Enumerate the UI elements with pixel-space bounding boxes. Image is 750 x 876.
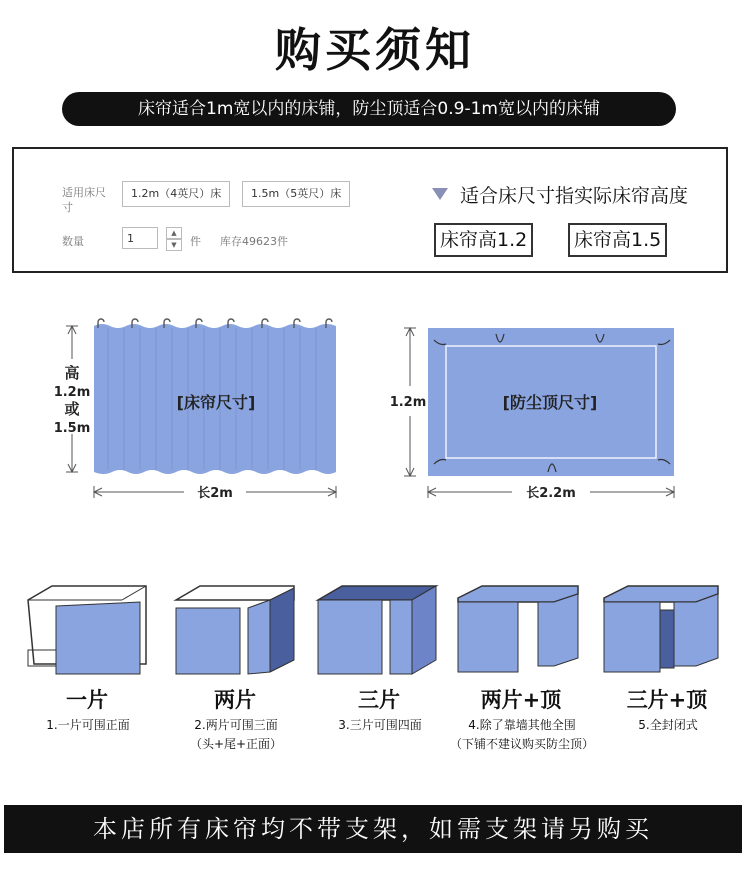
- option-4-desc-line: （下铺不建议购买防尘顶）: [449, 737, 594, 751]
- canopy-length-label: 长2.2m: [526, 486, 576, 501]
- canopy-height-label: 1.2m: [389, 395, 427, 410]
- curtain-size-diagram: [50, 314, 360, 510]
- option-4-title: 两片+顶: [480, 688, 562, 712]
- option-2-title: 两片: [214, 688, 256, 712]
- bed-size-label: 适用床尺寸: [62, 186, 106, 214]
- option-3-desc-line: 3.三片可围四面: [338, 718, 422, 732]
- notice-banner: 床帘适合1m宽以内的床铺，防尘顶适合0.9-1m宽以内的床铺: [62, 92, 676, 126]
- option-one-piece-icon: [28, 586, 146, 674]
- option-2-desc-line: （头+尾+正面）: [189, 737, 283, 751]
- curtain-option-illustrations: [22, 580, 732, 680]
- bed-option-1-2m[interactable]: 1.2m（4英尺）床: [122, 181, 230, 207]
- height-value-2: 1.5m: [53, 421, 91, 436]
- option-two-pieces-icon: [176, 586, 294, 674]
- qty-label: 数量: [62, 235, 84, 248]
- option-3-title: 三片: [358, 688, 400, 712]
- option-2-desc-line: 2.两片可围三面: [194, 718, 278, 732]
- height-option-1-2[interactable]: 床帘高1.2: [434, 223, 533, 257]
- triangle-down-icon: [432, 188, 448, 200]
- option-three-pieces-icon: [318, 586, 436, 674]
- canopy-size-label: [防尘顶尺寸]: [502, 393, 598, 412]
- option-5-desc: [578, 716, 750, 735]
- height-option-1-5[interactable]: 床帘高1.5: [568, 223, 667, 257]
- quantity-input[interactable]: 1: [122, 227, 158, 249]
- page-title: 购买须知: [275, 23, 475, 77]
- height-value-1: 1.2m: [53, 385, 91, 400]
- footer-notice: 本店所有床帘均不带支架，如需支架请另购买: [4, 805, 742, 853]
- bed-option-1-5m[interactable]: 1.5m（5英尺）床: [242, 181, 350, 207]
- option-three-pieces-top-icon: [604, 586, 718, 672]
- option-1-desc-line: 1.一片可围正面: [46, 718, 130, 732]
- qty-unit: 件: [190, 235, 201, 248]
- canopy-size-diagram: [388, 314, 688, 510]
- qty-increase-icon[interactable]: ▲: [166, 227, 182, 239]
- option-5-desc-line: 5.全封闭式: [638, 718, 698, 732]
- qty-decrease-icon[interactable]: ▼: [166, 239, 182, 251]
- option-4-desc-line: 4.除了靠墙其他全围: [468, 718, 576, 732]
- length-label: 长2m: [197, 486, 233, 501]
- curtain-size-label: [床帘尺寸]: [176, 393, 256, 412]
- option-5-title: 三片+顶: [626, 688, 708, 712]
- stock-count: 库存49623件: [220, 235, 288, 248]
- height-label: 高: [64, 364, 80, 382]
- option-1-title: 一片: [66, 688, 108, 712]
- size-note: [432, 181, 688, 208]
- product-options-panel: [12, 147, 728, 273]
- height-or: 或: [64, 400, 80, 418]
- size-note-text: 适合床尺寸指实际床帘高度: [460, 185, 689, 207]
- option-two-pieces-top-icon: [458, 586, 578, 672]
